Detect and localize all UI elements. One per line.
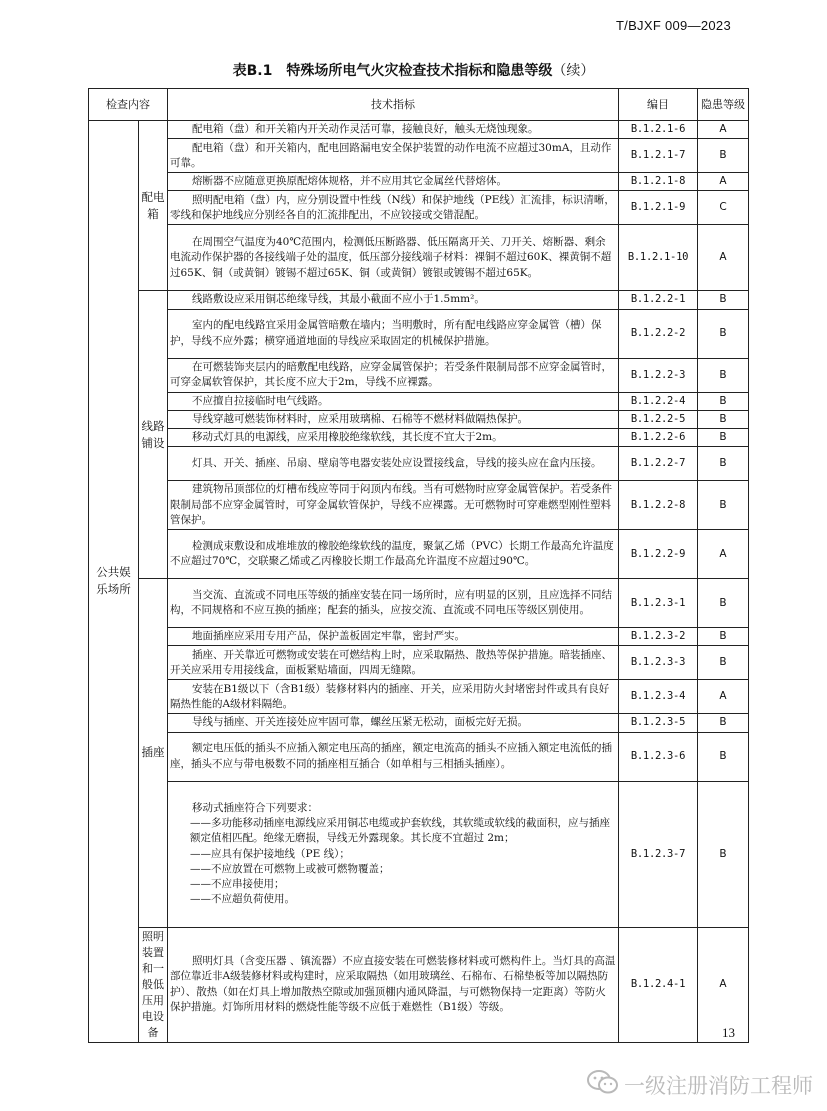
table-row [89, 225, 749, 291]
header-tech: 技术指标 [168, 89, 619, 121]
code-cell: B.1.2.3-6 [619, 732, 698, 781]
tech-cell: 额定电压低的插头不应插入额定电压高的插座，额定电流高的插头不应插入额定电流低的插座，插头不应与带电极数不同的插座相互插合（如单相与三相插头插座）。 [168, 732, 619, 781]
table-row [89, 309, 749, 358]
tech-cell: 室内的配电线路宜采用金属管暗敷在墙内；当明敷时，所有配电线路应穿金属管（槽）保护，导线不应外露；横穿通道地面的导线应采取固定的机械保护措施。 [168, 309, 619, 358]
code-cell: B.1.2.1-10 [619, 225, 698, 291]
code-cell: B.1.2.1-8 [619, 173, 698, 191]
tech-cell: 线路敷设应采用铜芯绝缘导线，其最小截面不应小于1.5mm²。 [168, 291, 619, 309]
group-cell-distribution-box: 配电箱 [139, 121, 168, 291]
level-cell: C [698, 191, 749, 225]
list-item: ——应具有保护接地线（PE 线）； [190, 847, 350, 860]
table-row [89, 392, 749, 410]
table-row [89, 429, 749, 447]
code-cell: B.1.2.1-7 [619, 139, 698, 173]
header-level: 隐患等级 [698, 89, 749, 121]
table-row [89, 481, 749, 530]
table-row [89, 358, 749, 392]
level-cell: B [698, 410, 749, 428]
list-item: ——不应放置在可燃物上或被可燃物覆盖； [190, 862, 390, 875]
level-cell: A [698, 680, 749, 714]
code-cell: B.1.2.3-4 [619, 680, 698, 714]
table-row [89, 530, 749, 579]
code-cell: B.1.2.1-9 [619, 191, 698, 225]
tech-cell: 在周围空气温度为40℃范围内，检测低压断路器、低压隔离开关、刀开关、熔断器、剩余电流动作保护器的各接线端子处的温度，低压部分接线端子材料：裸铜不超过60K、裸黄铜不超过65K、铜（或黄铜）镀锡不超过65K、铜（或黄铜）镀银或镀锡不超过65K。 [168, 225, 619, 291]
table-row [89, 646, 749, 680]
standard-code: T/BJXF 009—2023 [615, 18, 731, 33]
code-cell: B.1.2.3-2 [619, 628, 698, 646]
code-cell: B.1.2.3-3 [619, 646, 698, 680]
watermark [586, 1068, 813, 1101]
tech-cell: 配电箱（盘）和开关箱内开关动作灵活可靠，接触良好，触头无烧蚀现象。 [168, 121, 619, 139]
inspection-table [88, 88, 749, 1043]
code-cell: B.1.2.2-4 [619, 392, 698, 410]
tech-cell: 插座、开关靠近可燃物或安装在可燃结构上时，应采取隔热、散热等保护措施。暗装插座、开关应采用专用接线盒，面板紧贴墙面，四周无缝隙。 [168, 646, 619, 680]
level-cell: A [698, 121, 749, 139]
watermark-text: 一级注册消防工程师 [624, 1073, 813, 1098]
category-cell: 公共娱乐场所 [89, 121, 139, 1043]
code-cell: B.1.2.2-1 [619, 291, 698, 309]
level-cell: B [698, 732, 749, 781]
tech-cell: 照明灯具（含变压器 、镇流器）不应直接安装在可燃装修材料或可燃构件上。当灯具的高温部位靠近非A级装修材料或构建时，应采取隔热（如用玻璃丝、石棉布、石棉垫板等加以隔热防护）、散热（如在灯具上增加散热空隙或加强顶棚内通风降温，与可燃物保持一定距离）等防火保护措施。灯饰所用材料的燃烧性能等级不应低于难燃性（B1级）等级。 [168, 927, 619, 1042]
list-item: ——不应串接使用； [190, 877, 285, 890]
code-cell: B.1.2.1-6 [619, 121, 698, 139]
tech-cell: 安装在B1级以下（含B1级）装修材料内的插座、开关，应采用防火封堵密封件或具有良好隔热性能的A级材料隔绝。 [168, 680, 619, 714]
table-row [89, 121, 749, 139]
level-cell: B [698, 358, 749, 392]
code-cell: B.1.2.2-2 [619, 309, 698, 358]
table-row [89, 732, 749, 781]
tech-cell: 移动式灯具的电源线，应采用橡胶绝缘软线，其长度不宜大于2m。 [168, 429, 619, 447]
table-caption [0, 60, 827, 80]
code-cell: B.1.2.2-3 [619, 358, 698, 392]
tech-cell: 在可燃装饰夹层内的暗敷配电线路，应穿金属管保护；若受条件限制局部不应穿金属管时，可穿金属软管保护，其长度不应大于2m，导线不应裸露。 [168, 358, 619, 392]
table-row [89, 191, 749, 225]
level-cell: B [698, 714, 749, 732]
table-caption-main: 表B.1 特殊场所电气火灾检查技术指标和隐患等级 [232, 63, 553, 79]
tech-cell [168, 781, 619, 927]
code-cell: B.1.2.2-6 [619, 429, 698, 447]
tech-cell: 不应擅自拉接临时电气线路。 [168, 392, 619, 410]
tech-cell: 照明配电箱（盘）内，应分别设置中性线（N线）和保护地线（PE线）汇流排，标识清晰，零线和保护地线应分别经各自的汇流排配出，不应铰接或交错混配。 [168, 191, 619, 225]
level-cell: A [698, 530, 749, 579]
level-cell: B [698, 392, 749, 410]
table-caption-suffix: （续） [552, 63, 595, 79]
header-code: 编目 [619, 89, 698, 121]
table-row [89, 410, 749, 428]
tech-cell: 导线穿越可燃装饰材料时，应采用玻璃棉、石棉等不燃材料做隔热保护。 [168, 410, 619, 428]
code-cell: B.1.2.2-8 [619, 481, 698, 530]
code-cell: B.1.2.2-9 [619, 530, 698, 579]
table-row [89, 139, 749, 173]
level-cell: B [698, 781, 749, 927]
table-row [89, 680, 749, 714]
code-cell: B.1.2.3-7 [619, 781, 698, 927]
list-item: ——不应超负荷使用。 [190, 893, 295, 906]
tech-cell: 导线与插座、开关连接处应牢固可靠，螺丝压紧无松动，面板完好无损。 [168, 714, 619, 732]
code-cell: B.1.2.3-5 [619, 714, 698, 732]
tech-intro: 移动式插座符合下列要求： [192, 801, 318, 814]
code-cell: B.1.2.3-1 [619, 579, 698, 628]
level-cell: B [698, 291, 749, 309]
level-cell: B [698, 646, 749, 680]
level-cell: A [698, 225, 749, 291]
table-row [89, 781, 749, 927]
level-cell: B [698, 481, 749, 530]
level-cell: B [698, 579, 749, 628]
table-row [89, 714, 749, 732]
level-cell: A [698, 927, 749, 1042]
code-cell: B.1.2.2-7 [619, 447, 698, 481]
level-cell: B [698, 309, 749, 358]
table-row [89, 447, 749, 481]
list-item: ——多功能移动插座电源线应采用铜芯电缆或护套软线，其软缆或软线的截面积，应与插座额定值相匹配。绝缘无磨损，导线无外露现象。其长度不宜超过 2m； [190, 817, 610, 845]
table-header-row [89, 89, 749, 121]
table-row [89, 628, 749, 646]
tech-cell: 地面插座应采用专用产品，保护盖板固定牢靠，密封严实。 [168, 628, 619, 646]
tech-cell: 当交流、直流或不同电压等级的插座安装在同一场所时，应有明显的区别，且应选择不同结构，不同规格和不应互换的插座；配套的插头，应按交流、直流或不同电压等级区别使用。 [168, 579, 619, 628]
table-row [89, 291, 749, 309]
group-cell-lighting: 照明装置和一般低压用电设备 [139, 927, 168, 1042]
tech-cell: 熔断器不应随意更换原配熔体规格，并不应用其它金属丝代替熔体。 [168, 173, 619, 191]
table-row [89, 927, 749, 1042]
page-number: 13 [722, 1025, 735, 1040]
tech-cell: 灯具、开关、插座、吊扇、壁扇等电器安装处应设置接线盒，导线的接头应在盒内压接。 [168, 447, 619, 481]
level-cell: B [698, 429, 749, 447]
level-cell: B [698, 139, 749, 173]
table-row [89, 579, 749, 628]
level-cell: B [698, 628, 749, 646]
tech-cell: 检测成束敷设和成堆堆放的橡胶绝缘软线的温度，聚氯乙烯（PVC）长期工作最高允许温度不应超过70℃，交联聚乙烯或乙丙橡胶长期工作最高允许温度不应超过90℃。 [168, 530, 619, 579]
table-row [89, 173, 749, 191]
group-cell-wiring: 线路铺设 [139, 291, 168, 579]
code-cell: B.1.2.4-1 [619, 927, 698, 1042]
wechat-icon [586, 1068, 620, 1101]
tech-cell: 建筑物吊顶部位的灯槽布线应等同于闷顶内布线。当有可燃物时应穿金属管保护。若受条件限制局部不应穿金属管时，可穿金属软管保护，导线不应裸露。无可燃物时可穿难燃型刚性塑料管保护。 [168, 481, 619, 530]
header-content: 检查内容 [89, 89, 168, 121]
group-cell-socket: 插座 [139, 579, 168, 927]
code-cell: B.1.2.2-5 [619, 410, 698, 428]
level-cell: B [698, 447, 749, 481]
level-cell: A [698, 173, 749, 191]
tech-cell: 配电箱（盘）和开关箱内，配电回路漏电安全保护装置的动作电流不应超过30mA，且动作可靠。 [168, 139, 619, 173]
